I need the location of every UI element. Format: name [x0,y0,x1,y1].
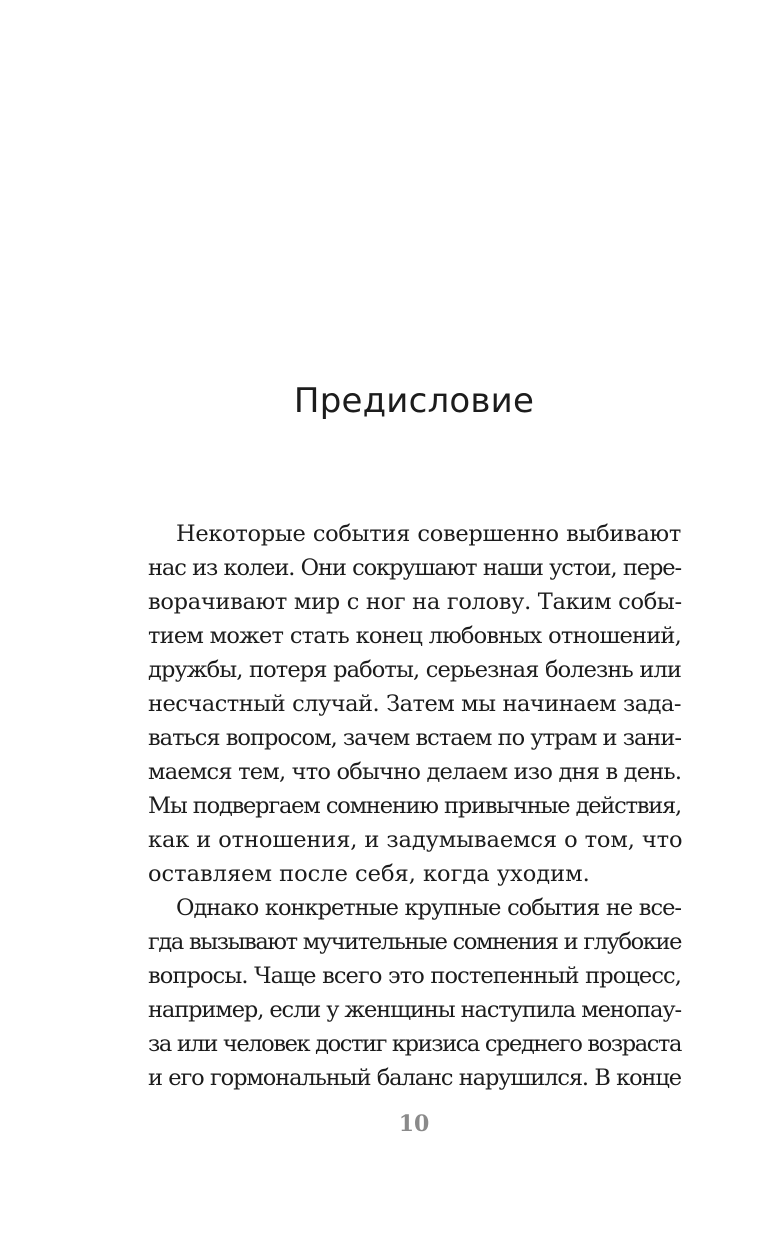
text-line: ворачивают мир с ног на голову. Таким собы- [148,589,682,615]
text-line: дружбы, потеря работы, серьезная болезнь или [148,657,681,683]
text-line: Мы подвергаем сомнению привычные действия, [148,793,681,819]
paragraph-1 [148,517,681,891]
text-line: Однако конкретные крупные события не все- [176,895,681,921]
text-line: тием может стать конец любовных отношений, [148,623,681,649]
text-line: вопросы. Чаще всего это постепенный процесс, [148,963,681,989]
text-line: за или человек достиг кризиса среднего возраста [148,1031,681,1057]
text-line: например, если у женщины наступила менопау- [148,997,681,1023]
text-line: оставляем после себя, когда уходим. [148,861,590,887]
page-number: 10 [398,1111,430,1137]
chapter-title: Предисловие [293,381,535,421]
text-line: Некоторые события совершенно выбивают [176,521,681,547]
text-line: ваться вопросом, зачем встаем по утрам и зани- [148,725,681,751]
body-text [148,517,681,1095]
paragraph-2 [148,891,681,1095]
text-line: как и отношения, и задумываемся о том, что [148,827,683,853]
text-line: маемся тем, что обычно делаем изо дня в день. [148,759,682,785]
text-line: и его гормональный баланс нарушился. В конце [148,1065,681,1091]
text-line: нас из колеи. Они сокрушают наши устои, пере- [148,555,681,581]
text-line: несчастный случай. Затем мы начинаем зада- [148,691,681,717]
text-line: гда вызывают мучительные сомнения и глубокие [148,929,681,955]
